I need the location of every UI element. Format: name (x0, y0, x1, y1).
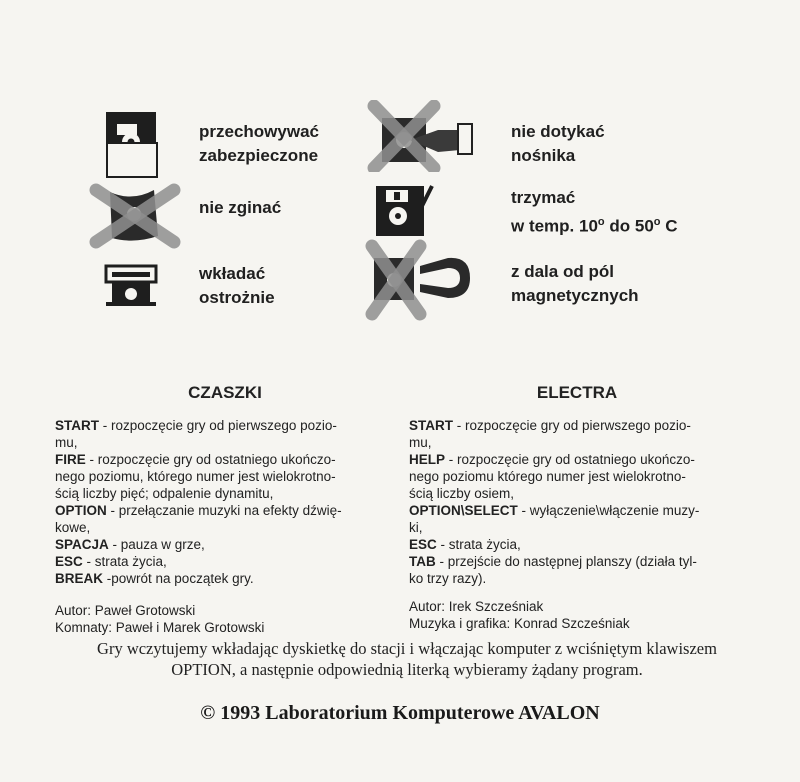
electra-author: Autor: Irek Szcześniak (409, 599, 544, 614)
no-touch-line1: nie dotykać (511, 122, 605, 141)
controls-line: OPTION - przełączanie muzyki na efekty dźwię- (55, 503, 342, 518)
controls-line: mu, (55, 435, 78, 450)
controls-line: nego poziomu, którego numer jest wielokrotno- (55, 469, 336, 484)
bent-disk-crossed-icon (88, 180, 184, 250)
controls-line: mu, (409, 435, 432, 450)
controls-line: ko trzy razy). (409, 571, 487, 586)
controls-line: OPTION\SELECT - wyłączenie\włączenie muzy- (409, 503, 700, 518)
controls-line: SPACJA - pauza w grze, (55, 537, 205, 552)
temperature-line1: trzymać (511, 188, 576, 207)
magnet-crossed-icon (362, 236, 478, 322)
czaszki-author: Autor: Paweł Grotowski (55, 603, 196, 618)
store-safe-line1: przechowywać (199, 122, 319, 141)
temperature-mid: do 50 (604, 216, 654, 236)
store-safe-line2: zabezpieczone (199, 146, 319, 165)
electra-controls (409, 417, 754, 587)
no-magnets-line1: z dala od pól (511, 262, 614, 281)
controls-line: FIRE - rozpoczęcie gry od ostatniego ukończo- (55, 452, 336, 467)
no-bend-line1: nie zginać (199, 198, 282, 217)
degree-sign-2: o (653, 216, 661, 228)
controls-line: ESC - strata życia, (409, 537, 521, 552)
temperature-line2 (511, 211, 678, 238)
controls-line: kowe, (55, 520, 91, 535)
insert-carefully-line1: wkładać (199, 264, 266, 283)
temperature-prefix: w temp. 10 (511, 216, 598, 236)
instructions-line1: Gry wczytujemy wkładając dyskietkę do stacji i włączając komputer z wciśniętym klawiszem (97, 639, 717, 658)
no-touch-line2: nośnika (511, 146, 576, 165)
controls-line: HELP - rozpoczęcie gry od ostatniego ukończo- (409, 452, 695, 467)
czaszki-rooms: Komnaty: Paweł i Marek Grotowski (55, 620, 265, 635)
copyright: © 1993 Laboratorium Komputerowe AVALON (200, 702, 600, 724)
temperature-unit: C (660, 216, 678, 236)
controls-line: START - rozpoczęcie gry od pierwszego pozio- (409, 418, 691, 433)
controls-line: TAB - przejście do następnej planszy (działa tyl- (409, 554, 697, 569)
floppy-sleeve-icon (104, 110, 160, 178)
controls-line: ścią liczby pięć; odpalenie dynamitu, (55, 486, 274, 501)
instructions-line2: OPTION, a następnie odpowiednią literką wybieramy żądany program. (171, 660, 643, 679)
controls-line: BREAK -powrót na początek gry. (55, 571, 254, 586)
czaszki-title: CZASZKI (188, 383, 262, 402)
controls-line: ścią liczby osiem, (409, 486, 515, 501)
electra-music: Muzyka i grafika: Konrad Szcześniak (409, 616, 630, 631)
controls-line: ESC - strata życia, (55, 554, 167, 569)
disk-drive-insert-icon (104, 262, 160, 308)
degree-sign: o (597, 216, 605, 228)
electra-title: ELECTRA (536, 383, 618, 402)
controls-line: START - rozpoczęcie gry od pierwszego pozio- (55, 418, 337, 433)
insert-carefully-line2: ostrożnie (199, 288, 275, 307)
hand-touch-crossed-icon (360, 100, 480, 172)
no-magnets-line2: magnetycznych (511, 286, 639, 305)
controls-line: ki, (409, 520, 423, 535)
czaszki-controls (55, 417, 400, 587)
controls-line: nego poziomu którego numer jest wielokrotno- (409, 469, 686, 484)
disk-thermometer-icon (374, 182, 444, 242)
